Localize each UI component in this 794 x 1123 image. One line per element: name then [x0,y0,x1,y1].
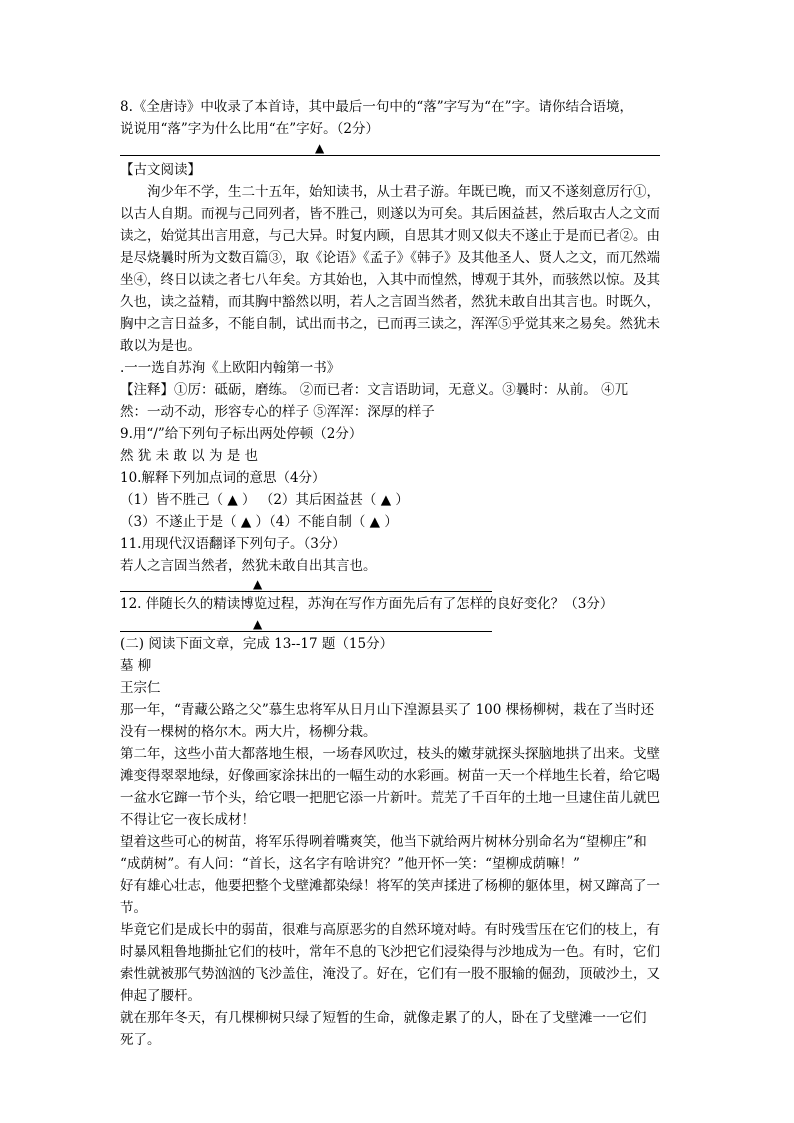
passage-line: 坐④，终日以读之者七八年矣。方其始也，入其中而惶然，博观于其外，而骇然以惊。及其 [120,272,660,288]
article-line: “成荫树”。有人问：“首长，这名字有啥讲究？”他开怀一笑：“望柳成荫嘛！” [120,856,580,872]
article-line: 就在那年冬天，有几棵柳树只绿了短暂的生命，就像走累了的人，卧在了戈壁滩一一它们 [120,1010,647,1026]
q9-sentence: 然 犹 未 敢 以 为 是 也 [120,448,259,464]
q10-title: 10.解释下列加点词的意思（4分） [120,470,326,486]
q8-line1: 8.《全唐诗》中收录了本首诗，其中最后一句中的“落”字写为“在”字。请你结合语境， [120,99,633,115]
notes-line2: 然：一动不动，形容专心的样子 ⑤浑浑：深厚的样子 [120,404,435,420]
passage-source: .一一选自苏洵《上欧阳内翰第一书》 [120,360,341,376]
q10-row1: （1）皆不胜己（ ▲ ） （2）其后困益甚（ ▲ ） [120,492,409,508]
q11-sentence: 若人之言固当然者，然犹未敢自出其言也。 [120,558,377,574]
passage-line: 洵少年不学，生二十五年，始知读书，从士君子游。年既已晚，而又不遂刻意厉行①， [147,184,660,200]
article-line: 节。 [120,900,147,916]
passage-line: 以古人自期。而视与己同列者，皆不胜己，则遂以为可矣。其后困益甚，然后取古人之文而 [120,206,660,222]
article-line: 望着这些可心的树苗，将军乐得咧着嘴爽笑，他当下就给两片树林分别命名为“望柳庄”和 [120,834,647,850]
q8-answer-mark: ▲ [315,141,325,155]
passage-line: 是尽烧曩时所为文数百篇③，取《论语》《孟子》《韩子》及其他圣人、贤人之文，而兀然端 [120,250,660,266]
passage-line: 胸中之言日益多，不能自制，试出而书之，已而再三读之，浑浑⑤乎觉其来之易矣。然犹未 [120,316,660,332]
q11-answer-line[interactable] [120,590,492,592]
article-title: 墓 柳 [120,658,152,674]
article-line: 那一年，“青藏公路之父”慕生忠将军从日月山下湟源县买了 100 棵杨柳树，栽在了当时还 [120,702,655,718]
section-title: 【古文阅读】 [120,162,201,178]
q9-title: 9.用“/”给下列句子标出两处停顿（2分） [120,426,363,442]
q10-row2: （3）不遂止于是（ ▲ ）（4）不能自制（ ▲ ） [120,514,398,530]
article-line: 伸起了腰杆。 [120,988,201,1004]
q11-answer-mark: ▲ [253,577,263,591]
article-line: 毕竟它们是成长中的弱苗，很难与高原恶劣的自然环境对峙。有时残雪压在它们的枝上，有 [120,922,660,938]
q12-title: 12. 伴随长久的精读博览过程，苏洵在写作方面先后有了怎样的良好变化？（3分） [120,596,614,612]
passage-line: 读之，始觉其出言用意，与己大异。时复内顾，自思其才则又似夫不遂止于是而已者②。由 [120,228,660,244]
q8-line2: 说说用“落”字为什么比用“在”字好。（2分） [120,121,379,137]
notes-line1: 【注释】①厉：砥砺，磨练。 ②而已者：文言语助词，无意义。③曩时：从前。 ④兀 [120,382,629,398]
q11-title: 11.用现代汉语翻译下列句子。（3分） [120,536,346,552]
article-line: 滩变得翠翠地绿，好像画家涂抹出的一幅生动的水彩画。树苗一天一个样地生长着，给它喝 [120,768,660,784]
article-line: 不得让它一夜长成材！ [120,812,255,828]
article-author: 王宗仁 [120,680,161,696]
article-line: 索性就被那气势汹汹的飞沙盖住，淹没了。好在，它们有一股不服输的倔劲，顶破沙土，又 [120,966,660,982]
q8-answer-line[interactable] [120,154,660,156]
article-line: 好有雄心壮志，他要把整个戈壁滩都染绿！将军的笑声揉进了杨柳的躯体里，树又蹿高了一 [120,878,660,894]
article-line: 没有一棵树的格尔木。两大片，杨柳分栽。 [120,724,377,740]
passage-line: 久也，读之益精，而其胸中豁然以明，若人之言固当然者，然犹未敢自出其言也。时既久， [120,294,660,310]
q12-answer-line[interactable] [120,630,492,632]
article-line: 一盆水它蹿一节个头，给它喂一把肥它添一片新叶。荒芜了千百年的土地一旦逮住苗儿就巴 [120,790,660,806]
part2-heading: (二) 阅读下面文章，完成 13--17 题（15分） [120,636,394,652]
article-line: 第二年，这些小苗大都落地生根，一场春风吹过，枝头的嫩芽就探头探脑地拱了出来。戈壁 [120,746,660,762]
article-line: 死了。 [120,1032,161,1048]
q12-answer-mark: ▲ [253,617,263,631]
article-line: 时暴风粗鲁地撕扯它们的枝叶，常年不息的飞沙把它们浸染得与沙地成为一色。有时，它们 [120,944,660,960]
passage-line: 敢以为是也。 [120,338,201,354]
